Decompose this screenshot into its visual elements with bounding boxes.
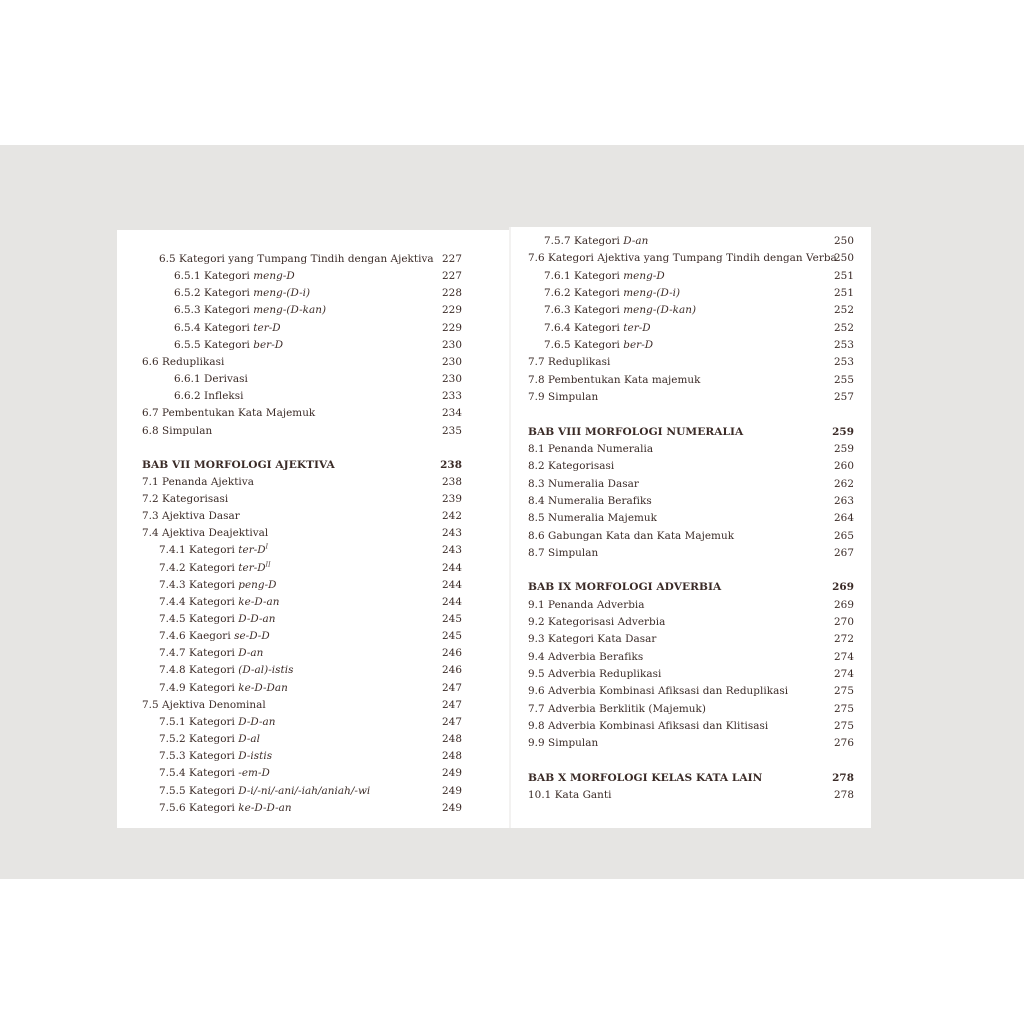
toc-entry-label: 7.5.1 Kategori D-D-an bbox=[159, 715, 276, 728]
toc-entry bbox=[511, 389, 871, 406]
toc-entry-label: 8.7 Simpulan bbox=[528, 546, 599, 559]
toc-entry-label: 6.7 Pembentukan Kata Majemuk bbox=[142, 407, 316, 420]
toc-entry bbox=[117, 748, 509, 765]
toc-entry bbox=[117, 783, 509, 800]
toc-entry-label: 9.3 Kategori Kata Dasar bbox=[528, 633, 657, 646]
toc-entry-label: 8.2 Kategorisasi bbox=[528, 460, 615, 473]
toc-entry bbox=[117, 800, 509, 817]
toc-entry-label: 7.6.4 Kategori ter-D bbox=[544, 321, 651, 334]
toc-entry-page-number: 228 bbox=[442, 287, 462, 300]
toc-entry bbox=[511, 614, 871, 631]
toc-entry-page-number: 272 bbox=[834, 633, 854, 646]
toc-entry-page-number: 244 bbox=[442, 595, 462, 608]
toc-entry-page-number: 276 bbox=[834, 737, 854, 750]
toc-entry-label: 9.4 Adverbia Berafiks bbox=[528, 650, 644, 663]
toc-entry bbox=[117, 423, 509, 440]
toc-entry bbox=[511, 666, 871, 683]
toc-entry bbox=[117, 285, 509, 302]
toc-entry-label: 7.4.4 Kategori ke-D-an bbox=[159, 595, 280, 608]
toc-entry bbox=[511, 579, 871, 596]
toc-entry-label: 7.8 Pembentukan Kata majemuk bbox=[528, 373, 701, 386]
toc-entry-page-number: 233 bbox=[442, 390, 462, 403]
toc-entry-page-number: 259 bbox=[832, 425, 854, 438]
toc-entry-page-number: 247 bbox=[442, 698, 462, 711]
toc-entry-page-number: 242 bbox=[442, 510, 462, 523]
toc-entry-page-number: 249 bbox=[442, 801, 462, 814]
toc-entry-page-number: 230 bbox=[442, 373, 462, 386]
toc-entry-page-number: 250 bbox=[834, 252, 854, 265]
toc-entry-page-number: 257 bbox=[834, 391, 854, 404]
toc-entry-label: 8.4 Numeralia Berafiks bbox=[528, 494, 652, 507]
toc-entry-label: 7.6.1 Kategori meng-D bbox=[544, 269, 665, 282]
toc-entry bbox=[117, 508, 509, 525]
toc-entry-page-number: 275 bbox=[834, 685, 854, 698]
toc-entry-page-number: 252 bbox=[834, 321, 854, 334]
toc-entry bbox=[511, 770, 871, 787]
toc-entry-page-number: 274 bbox=[834, 650, 854, 663]
toc-entry-label: 7.3 Ajektiva Dasar bbox=[142, 510, 240, 523]
toc-entry bbox=[511, 735, 871, 752]
toc-entry bbox=[511, 354, 871, 371]
toc-entry bbox=[117, 645, 509, 662]
toc-entry-label: 7.6.5 Kategori ber-D bbox=[544, 339, 654, 352]
toc-entry-page-number: 238 bbox=[440, 458, 462, 471]
toc-entry-page-number: 235 bbox=[442, 424, 462, 437]
toc-entry-page-number: 245 bbox=[442, 613, 462, 625]
toc-entry-page-number: 255 bbox=[834, 373, 854, 386]
toc-entry-page-number: 264 bbox=[834, 512, 854, 525]
toc-entry-label: 6.5.4 Kategori ter-D bbox=[174, 321, 281, 334]
toc-entry-label: 9.8 Adverbia Kombinasi Afiksasi dan Klitisasi bbox=[528, 720, 769, 733]
toc-entry-page-number: 250 bbox=[834, 235, 854, 247]
chapter-heading: BAB X MORFOLOGI KELAS KATA LAIN bbox=[528, 771, 763, 784]
toc-entry bbox=[511, 683, 871, 700]
toc-entry bbox=[511, 337, 871, 354]
toc-entry-page-number: 227 bbox=[442, 270, 462, 283]
toc-entry bbox=[117, 542, 509, 559]
toc-entry-label: 9.9 Simpulan bbox=[528, 737, 599, 750]
toc-entry-label: 7.1 Penanda Ajektiva bbox=[142, 475, 254, 488]
toc-entry-label: 8.1 Penanda Numeralia bbox=[528, 442, 654, 455]
toc-entry-page-number: 270 bbox=[834, 616, 854, 628]
toc-entry-page-number: 278 bbox=[834, 789, 854, 802]
toc-entry-page-number: 227 bbox=[442, 253, 462, 265]
toc-entry-page-number: 249 bbox=[442, 767, 462, 780]
toc-entry bbox=[117, 302, 509, 319]
toc-entry bbox=[511, 718, 871, 735]
toc-entry-page-number: 262 bbox=[834, 477, 854, 490]
toc-entry-label: 7.4.8 Kategori (D-al)-istis bbox=[159, 664, 294, 677]
toc-entry-page-number: 230 bbox=[442, 355, 462, 368]
toc-entry-page-number: 248 bbox=[442, 733, 462, 746]
toc-entry bbox=[511, 233, 871, 250]
toc-entry-label: 8.6 Gabungan Kata dan Kata Majemuk bbox=[528, 529, 735, 542]
toc-entry-page-number: 275 bbox=[834, 702, 854, 715]
toc-entry bbox=[511, 649, 871, 666]
toc-entry bbox=[117, 680, 509, 697]
toc-entry-label: 7.2 Kategorisasi bbox=[142, 492, 229, 505]
toc-entry-page-number: 253 bbox=[834, 339, 854, 352]
toc-entry-label: 7.9 Simpulan bbox=[528, 391, 599, 404]
toc-entry bbox=[117, 457, 509, 474]
toc-entry bbox=[117, 662, 509, 679]
toc-entry-page-number: 269 bbox=[834, 598, 854, 611]
toc-entry-label: 7.4.1 Kategori ter-$D^I$ bbox=[159, 543, 269, 557]
toc-entry bbox=[511, 268, 871, 285]
toc-entry-page-number: 253 bbox=[834, 356, 854, 369]
toc-entry-label: 7.4.2 Kategori ter-$D^{II}$ bbox=[159, 561, 271, 574]
toc-entry-label: 9.5 Adverbia Reduplikasi bbox=[528, 668, 662, 681]
toc-entry bbox=[511, 597, 871, 614]
toc-entry bbox=[511, 701, 871, 718]
toc-entry-label: 7.5.7 Kategori D-an bbox=[544, 235, 649, 247]
toc-entry bbox=[117, 714, 509, 731]
toc-entry bbox=[511, 528, 871, 545]
toc-entry-label: 7.6.2 Kategori meng-(D-i) bbox=[544, 287, 681, 300]
toc-entry-label: 7.6 Kategori Ajektiva yang Tumpang Tindih dengan Verba bbox=[528, 252, 837, 265]
toc-entry-page-number: 229 bbox=[442, 321, 462, 334]
toc-entry-label: 7.5.2 Kategori D-al bbox=[159, 733, 261, 746]
toc-entry-label: 6.5.1 Kategori meng-D bbox=[174, 270, 295, 283]
toc-entry-label: 8.3 Numeralia Dasar bbox=[528, 477, 639, 490]
toc-entry-label: 7.4.9 Kategori ke-D-Dan bbox=[159, 681, 288, 694]
toc-entry-label: 7.5.3 Kategori D-istis bbox=[159, 750, 273, 763]
toc-entry-label: 6.6.2 Infleksi bbox=[174, 390, 244, 403]
toc-entry-page-number: 245 bbox=[442, 630, 462, 643]
toc-entry bbox=[117, 628, 509, 645]
toc-entry-label: 7.4.5 Kategori D-D-an bbox=[159, 613, 276, 625]
toc-entry bbox=[511, 285, 871, 302]
toc-entry bbox=[117, 560, 509, 577]
toc-entry-label: 7.4.3 Kategori peng-D bbox=[159, 578, 277, 591]
left-page bbox=[117, 230, 509, 828]
toc-entry-label: 7.5.4 Kategori -em-D bbox=[159, 767, 270, 780]
toc-entry bbox=[511, 493, 871, 510]
toc-entry-label: 7.5.5 Kategori D-i/-ni/-ani/-iah/aniah/-wi bbox=[159, 784, 371, 797]
toc-entry-label: 6.5.5 Kategori ber-D bbox=[174, 338, 284, 351]
toc-entry-page-number: 249 bbox=[442, 784, 462, 797]
toc-entry bbox=[511, 320, 871, 337]
toc-entry bbox=[117, 268, 509, 285]
toc-entry-page-number: 247 bbox=[442, 681, 462, 694]
toc-entry bbox=[117, 697, 509, 714]
toc-entry bbox=[117, 371, 509, 388]
toc-entry bbox=[511, 458, 871, 475]
toc-entry-page-number: 243 bbox=[442, 544, 462, 557]
toc-entry bbox=[511, 545, 871, 562]
toc-entry bbox=[511, 250, 871, 267]
toc-entry bbox=[511, 441, 871, 458]
toc-entry-page-number: 246 bbox=[442, 664, 462, 677]
toc-entry-page-number: 260 bbox=[834, 460, 854, 473]
toc-entry bbox=[117, 405, 509, 422]
toc-entry-label: 7.5 Ajektiva Denominal bbox=[142, 698, 266, 711]
toc-entry-label: 8.5 Numeralia Majemuk bbox=[528, 512, 658, 525]
toc-entry-label: 7.4.7 Kategori D-an bbox=[159, 647, 264, 660]
toc-entry bbox=[117, 765, 509, 782]
toc-entry-page-number: 238 bbox=[442, 475, 462, 488]
toc-entry-page-number: 247 bbox=[442, 715, 462, 728]
toc-entry bbox=[117, 731, 509, 748]
toc-entry-label: 6.6 Reduplikasi bbox=[142, 355, 225, 368]
toc-entry bbox=[511, 476, 871, 493]
toc-entry-label: 7.4 Ajektiva Deajektival bbox=[142, 527, 269, 540]
toc-entry-label: 6.5 Kategori yang Tumpang Tindih dengan Ajektiva bbox=[159, 253, 434, 265]
toc-entry-page-number: 246 bbox=[442, 647, 462, 660]
toc-entry-page-number: 267 bbox=[834, 546, 854, 559]
toc-entry-page-number: 269 bbox=[832, 581, 854, 594]
toc-entry bbox=[511, 302, 871, 319]
chapter-heading: BAB IX MORFOLOGI ADVERBIA bbox=[528, 581, 722, 594]
toc-entry-page-number: 251 bbox=[834, 269, 854, 282]
toc-entry-page-number: 275 bbox=[834, 720, 854, 733]
toc-entry-page-number: 278 bbox=[832, 771, 854, 784]
toc-entry-page-number: 248 bbox=[442, 750, 462, 763]
toc-entry-page-number: 239 bbox=[442, 492, 462, 505]
toc-entry bbox=[511, 510, 871, 527]
toc-entry-label: 6.5.3 Kategori meng-(D-kan) bbox=[174, 304, 327, 317]
toc-entry-label: 9.1 Penanda Adverbia bbox=[528, 598, 645, 611]
toc-entry-label: 7.6.3 Kategori meng-(D-kan) bbox=[544, 304, 697, 317]
toc-entry-page-number: 274 bbox=[834, 668, 854, 681]
toc-entry bbox=[117, 320, 509, 337]
toc-entry bbox=[511, 787, 871, 804]
toc-entry-page-number: 244 bbox=[442, 578, 462, 591]
toc-entry bbox=[117, 251, 509, 268]
toc-entry bbox=[117, 611, 509, 628]
toc-entry-label: 9.6 Adverbia Kombinasi Afiksasi dan Reduplikasi bbox=[528, 685, 789, 698]
toc-entry-page-number: 244 bbox=[442, 561, 462, 574]
toc-entry bbox=[117, 337, 509, 354]
toc-entry-page-number: 243 bbox=[442, 527, 462, 540]
toc-entry bbox=[511, 424, 871, 441]
toc-entry-page-number: 265 bbox=[834, 529, 854, 542]
right-page bbox=[511, 227, 871, 828]
toc-entry-page-number: 230 bbox=[442, 338, 462, 351]
toc-entry-label: 7.7 Reduplikasi bbox=[528, 356, 611, 369]
toc-entry-page-number: 252 bbox=[834, 304, 854, 317]
toc-entry-label: 7.4.6 Kaegori se-D-D bbox=[159, 630, 270, 643]
toc-entry bbox=[117, 577, 509, 594]
toc-entry-label: 7.5.6 Kategori ke-D-D-an bbox=[159, 801, 292, 814]
toc-entry bbox=[511, 631, 871, 648]
toc-entry bbox=[117, 388, 509, 405]
toc-entry-label: 9.2 Kategorisasi Adverbia bbox=[528, 616, 666, 628]
toc-entry bbox=[117, 525, 509, 542]
toc-entry-page-number: 229 bbox=[442, 304, 462, 317]
toc-entry-label: 6.8 Simpulan bbox=[142, 424, 213, 437]
toc-entry bbox=[117, 594, 509, 611]
toc-entry-page-number: 234 bbox=[442, 407, 462, 420]
toc-entry-page-number: 263 bbox=[834, 494, 854, 507]
toc-entry bbox=[117, 354, 509, 371]
toc-entry bbox=[511, 372, 871, 389]
chapter-heading: BAB VIII MORFOLOGI NUMERALIA bbox=[528, 425, 744, 438]
toc-entry-label: 6.6.1 Derivasi bbox=[174, 373, 248, 386]
toc-entry-page-number: 251 bbox=[834, 287, 854, 300]
chapter-heading: BAB VII MORFOLOGI AJEKTIVA bbox=[142, 458, 335, 471]
toc-entry-label: 10.1 Kata Ganti bbox=[528, 789, 612, 802]
toc-entry bbox=[117, 491, 509, 508]
toc-entry-label: 6.5.2 Kategori meng-(D-i) bbox=[174, 287, 311, 300]
toc-entry-page-number: 259 bbox=[834, 442, 854, 455]
toc-entry-label: 7.7 Adverbia Berklitik (Majemuk) bbox=[528, 702, 706, 715]
toc-entry bbox=[117, 474, 509, 491]
